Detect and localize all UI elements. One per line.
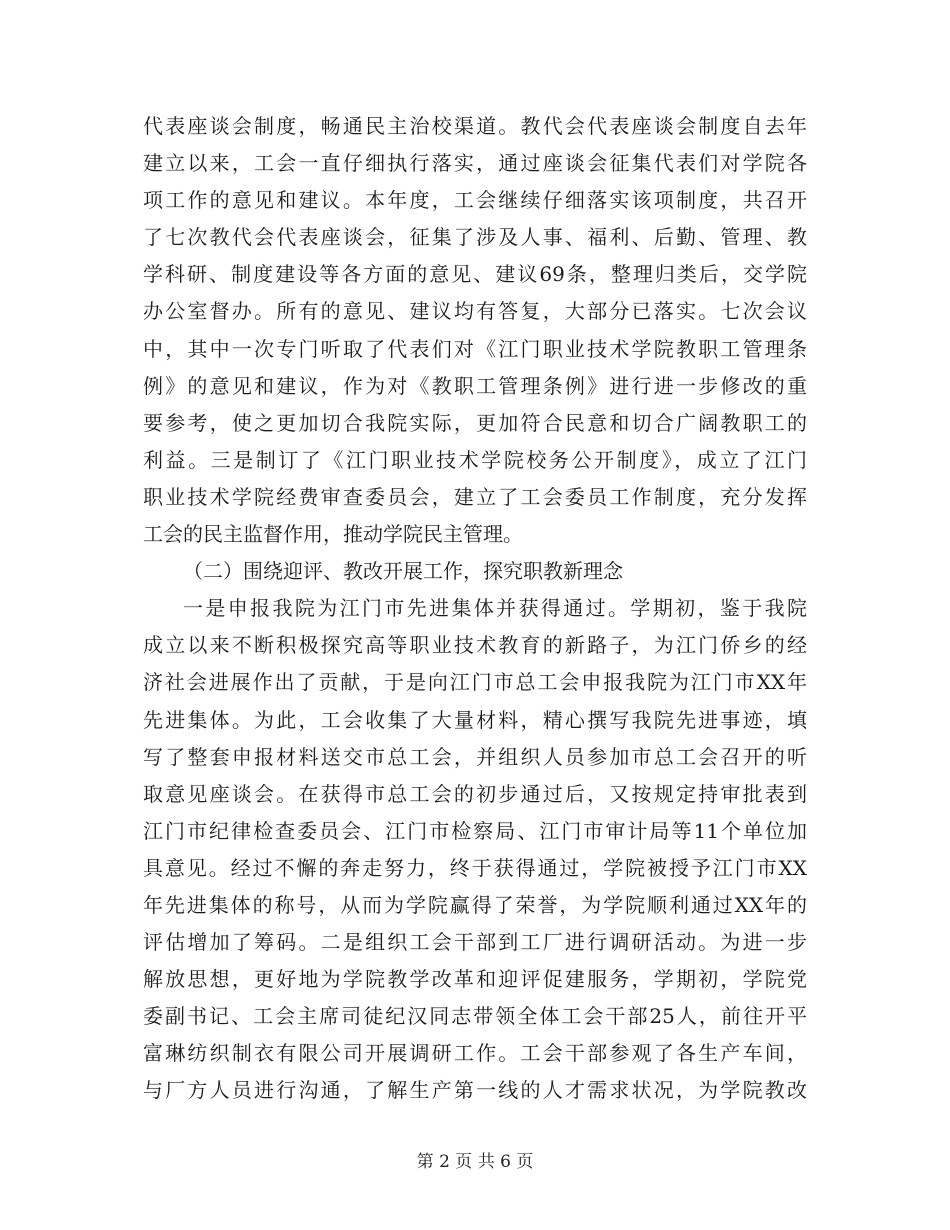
text-line: 成立以来不断积极探究高等职业技术教育的新路子，为江门侨乡的经 (143, 633, 807, 658)
text-line: 中，其中一次专门听取了代表们对《江门职业技术学院教职工管理条 (143, 336, 807, 361)
text-line: 学科研、制度建设等各方面的意见、建议69条，整理归类后，交学院 (143, 262, 807, 287)
text-line: 委副书记、工会主席司徒纪汉同志带领全体工会干部25人，前往开平 (143, 1004, 807, 1029)
text-line: 具意见。经过不懈的奔走努力，终于获得通过，学院被授予江门市XX (143, 855, 807, 880)
text-line: 办公室督办。所有的意见、建议均有答复，大部分已落实。七次会议 (143, 299, 807, 324)
text-line: 利益。三是制订了《江门职业技术学院校务公开制度》，成立了江门 (143, 447, 807, 472)
text-line: 职业技术学院经费审查委员会，建立了工会委员工作制度，充分发挥 (143, 484, 807, 509)
text-line: 了七次教代会代表座谈会，征集了涉及人事、福利、后勤、管理、教 (143, 225, 807, 250)
text-line: 江门市纪律检查委员会、江门市检察局、江门市审计局等11个单位加 (143, 818, 807, 843)
text-line: 代表座谈会制度，畅通民主治校渠道。教代会代表座谈会制度自去年 (143, 114, 807, 138)
text-line: 评估增加了筹码。二是组织工会干部到工厂进行调研活动。为进一步 (143, 930, 807, 955)
text-line: 项工作的意见和建议。本年度，工会继续仔细落实该项制度，共召开 (143, 188, 807, 213)
text-line: 富琳纺织制衣有限公司开展调研工作。工会干部参观了各生产车间， (143, 1041, 807, 1066)
page-number-footer: 第 2 页 共 6 页 (416, 1152, 534, 1172)
text-line: 要参考，使之更加切合我院实际，更加符合民意和切合广阔教职工的 (143, 410, 807, 435)
text-line: 写了整套申报材料送交市总工会，并组织人员参加市总工会召开的听 (143, 744, 807, 769)
text-line: 先进集体。为此，工会收集了大量材料，精心撰写我院先进事迹，填 (143, 707, 807, 732)
text-line: 年先进集体的称号，从而为学院赢得了荣誉，为学院顺利通过XX年的 (143, 892, 807, 917)
text-line: 解放思想，更好地为学院教学改革和迎评促建服务，学期初，学院党 (143, 967, 807, 992)
text-line: 例》的意见和建议，作为对《教职工管理条例》进行进一步修改的重 (143, 373, 807, 398)
text-line: 一是申报我院为江门市先进集体并获得通过。学期初，鉴于我院 (183, 596, 807, 621)
text-line: 取意见座谈会。在获得市总工会的初步通过后，又按规定持审批表到 (143, 781, 807, 806)
text-line: 工会的民主监督作用，推动学院民主管理。 (143, 522, 523, 547)
text-line: 建立以来，工会一直仔细执行落实，通过座谈会征集代表们对学院各 (143, 151, 807, 176)
section-heading: （二）围绕迎评、教改开展工作，探究职教新理念 (183, 559, 623, 584)
document-body (143, 108, 807, 1110)
text-line: 与厂方人员进行沟通，了解生产第一线的人才需求状况，为学院教改 (143, 1078, 807, 1103)
text-line: 济社会进展作出了贡献，于是向江门市总工会申报我院为江门市XX年 (143, 670, 807, 695)
